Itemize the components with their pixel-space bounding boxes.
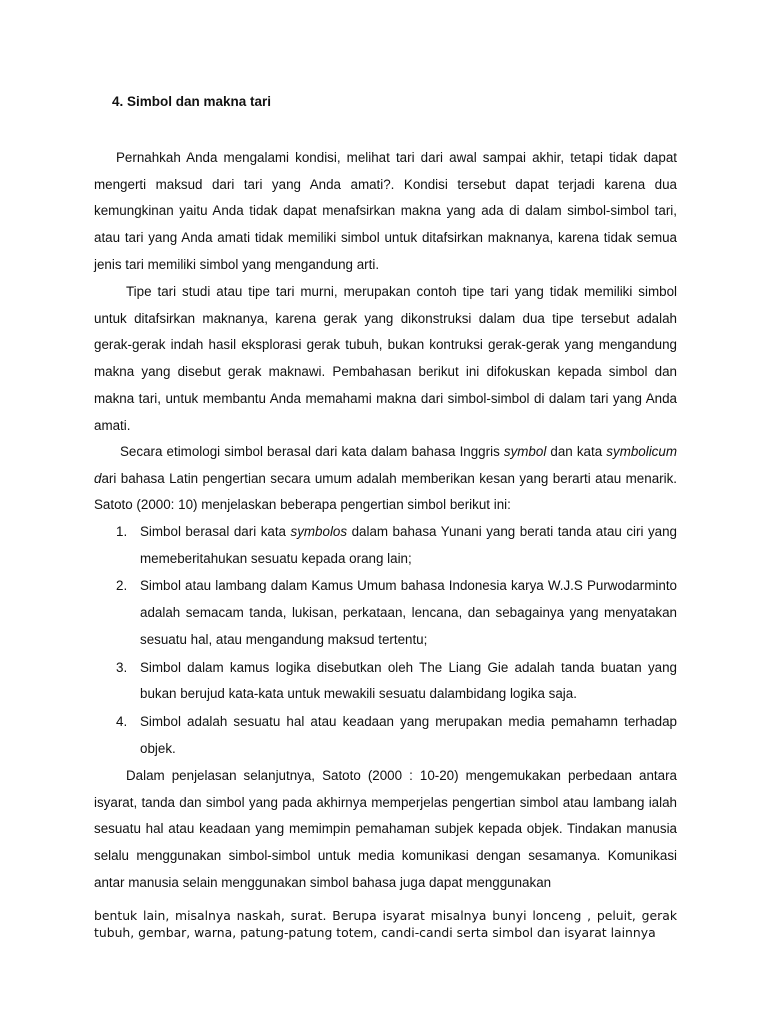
list-item-number: 4.	[116, 713, 128, 729]
list-item	[94, 519, 677, 572]
list-item-number: 2.	[116, 578, 128, 594]
paragraph-3-text-a: Secara etimologi simbol berasal dari kata dalam bahasa Inggris	[120, 444, 504, 459]
paragraph-3	[94, 439, 677, 519]
paragraph-1: Pernahkah Anda mengalami kondisi, melihat tari dari awal sampai akhir, tetapi tidak dapat mengerti maksud dari tari yang Anda amati?. Kondisi tersebut dapat terjadi karena dua kemungkinan yaitu Anda tidak dapat menafsirkan makna yang ada di dalam simbol-simbol tari, atau tari yang Anda amati tidak memiliki simbol untuk ditafsirkan maknanya, karena tidak semua jenis tari memiliki simbol yang mengandung arti.	[94, 150, 677, 272]
list-item-text-a: Simbol berasal dari kata	[140, 524, 291, 539]
list-item	[94, 573, 677, 653]
definition-list	[94, 519, 677, 763]
paragraph-3-text-c: ari bahasa Latin pengertian secara umum adalah memberikan kesan yang berarti atau menarik. Satoto (2000: 10) menjelaskan beberapa pengertian simbol berikut ini:	[94, 470, 677, 513]
paragraph-3-italic-symbol: symbol	[503, 444, 547, 459]
paragraph-4: Dalam penjelasan selanjutnya, Satoto (2000 : 10-20) mengemukakan perbedaan antara isyarat, tanda dan simbol yang pada akhirnya memperjelas pengertian simbol atau lambang ialah sesuatu hal atau keadaan yang memimpin pemahaman subjek kepada objek. Tindakan manusia selalu menggunakan simbol-simbol untuk media komunikasi dengan sesamanya. Komunikasi antar manusia selain menggunakan simbol bahasa juga dapat menggunakan	[94, 768, 677, 890]
paragraph-3-text-b: dan kata	[546, 444, 607, 459]
paragraph-2: Tipe tari studi atau tipe tari murni, merupakan contoh tipe tari yang tidak memiliki simbol untuk ditafsirkan maknanya, karena gerak yang dikonstruksi dalam dua tipe tersebut adalah gerak-gerak indah hasil eksplorasi gerak tubuh, bukan kontruksi gerak-gerak yang mengandung makna yang disebut gerak maknawi. Pembahasan berikut ini difokuskan kepada simbol dan makna tari, untuk membantu Anda memahami makna dari simbol-simbol di dalam tari yang Anda amati.	[94, 284, 677, 433]
paragraph-3-italic-symbolicum: symbolicum d	[94, 444, 677, 486]
list-item-text-b: dalam bahasa Yunani yang berati tanda atau ciri yang memeberitahukan sesuatu kepada orang lain;	[140, 524, 677, 566]
list-item-text-a: Simbol dalam kamus logika disebutkan oleh The Liang Gie adalah tanda buatan yang bukan berujud kata-kata untuk mewakili sesuatu dalambidang logika saja.	[140, 659, 677, 702]
list-item-text-a: Simbol atau lambang dalam Kamus Umum bahasa Indonesia karya W.J.S Purwodarminto adalah semacam tanda, lukisan, perkataan, lencana, dan sebagainya yang menyatakan sesuatu hal, atau mengandung maksud tertentu;	[140, 578, 677, 647]
list-item	[94, 655, 677, 708]
list-item	[94, 709, 677, 762]
list-item-number: 3.	[116, 659, 128, 675]
list-item-italic: symbolos	[290, 524, 348, 539]
section-heading: 4. Simbol dan makna tari	[112, 94, 272, 109]
paragraph-tail: bentuk lain, misalnya naskah, surat. Berupa isyarat misalnya bunyi lonceng , peluit, gerak tubuh, gembar, warna, patung-patung totem, candi-candi serta simbol dan isyarat lainnya	[94, 908, 677, 940]
list-item-number: 1.	[116, 524, 128, 539]
list-item-text-a: Simbol adalah sesuatu hal atau keadaan yang merupakan media pemahamn terhadap objek.	[140, 713, 677, 756]
